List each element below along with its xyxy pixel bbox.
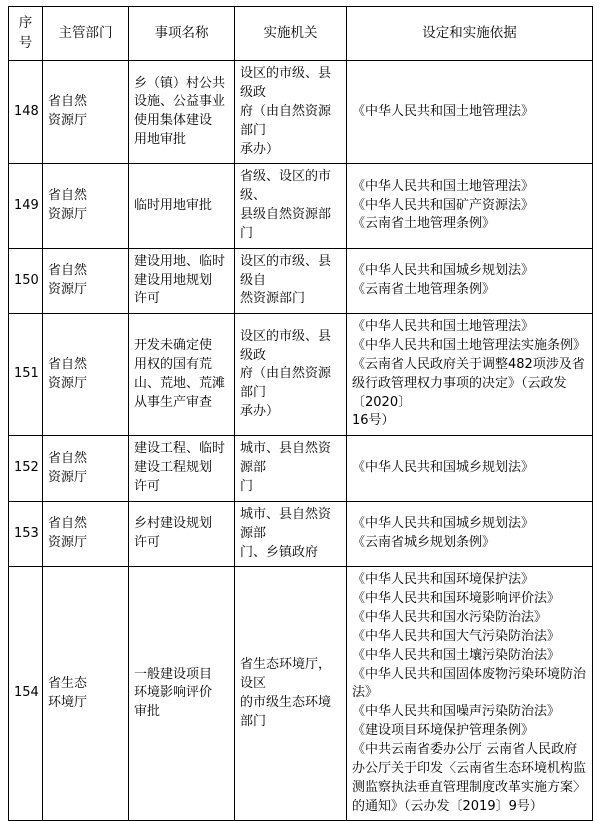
text-line: 县级自然资源部门 — [240, 207, 332, 241]
table-row — [9, 248, 593, 314]
cell-department — [43, 314, 129, 436]
regulatory-items-table — [8, 6, 593, 821]
text-line: 《中华人民共和国土地管理法》 — [352, 103, 535, 119]
text-line: 《中共云南省委办公厅 云南省人民政府 — [352, 741, 578, 757]
text-line: 16号） — [352, 413, 395, 429]
text-line: 省自然 — [48, 356, 88, 372]
text-line: 《中华人民共和国大气污染防治法》 — [352, 628, 561, 644]
cell-department — [43, 567, 129, 821]
cell-item-name — [129, 61, 235, 164]
cell-basis — [347, 314, 593, 436]
text-line: 使用集体建设 — [134, 113, 213, 129]
text-line: 设区的市级、县级政 — [240, 66, 332, 100]
table-row — [9, 501, 593, 567]
text-line: 资源厅 — [48, 113, 88, 129]
table-row — [9, 61, 593, 164]
cell-basis — [347, 567, 593, 821]
text-line: 《中华人民共和国城乡规划法》 — [352, 460, 535, 476]
text-line: 门、乡镇政府 — [240, 544, 319, 560]
cell-department — [43, 164, 129, 248]
text-line: 《中华人民共和国土壤污染防治法》 — [352, 647, 561, 663]
cell-department — [43, 436, 129, 502]
cell-seq: 149 — [9, 164, 43, 248]
cell-seq: 152 — [9, 436, 43, 502]
text-line: 《云南省土地管理条例》 — [352, 216, 496, 232]
text-line: 省自然 — [48, 188, 88, 204]
text-line: 开发未确定使 — [134, 338, 213, 354]
text-line: 设区的市级、县级自 — [240, 253, 332, 288]
text-line: 《中华人民共和国矿产资源法》 — [352, 197, 535, 213]
text-line: 建设用地规划 — [134, 272, 213, 288]
text-line: 建设用地、临时 — [134, 253, 226, 269]
text-line: 省生态环境厅，设区 — [240, 657, 332, 692]
cell-seq: 154 — [9, 567, 43, 821]
text-line: 一般建设项目 — [134, 666, 213, 682]
cell-basis — [347, 61, 593, 164]
text-line: 省自然 — [48, 450, 88, 466]
text-line: 《中华人民共和国噪声污染防治法》 — [352, 704, 561, 720]
table-row — [9, 436, 593, 502]
cell-seq: 150 — [9, 248, 43, 314]
text-line: 《建设项目环境保护管理条例》 — [352, 723, 535, 739]
text-line: 许可 — [134, 535, 161, 551]
table-row — [9, 164, 593, 248]
cell-department — [43, 501, 129, 567]
text-line: 许可 — [134, 479, 161, 494]
cell-basis — [347, 436, 593, 502]
cell-item-name — [129, 314, 235, 436]
text-line: 资源厅 — [48, 375, 88, 391]
text-line: 乡村建设规划 — [134, 516, 213, 532]
text-line: 环境影响评价 — [134, 685, 213, 701]
cell-implementing-organ — [235, 248, 347, 314]
text-line: 审批 — [134, 704, 161, 720]
table-header — [9, 7, 593, 61]
text-line: 《中华人民共和国固体废物污染环境防治法》 — [352, 666, 587, 701]
text-line: 《中华人民共和国环境保护法》 — [352, 572, 535, 588]
table-row — [9, 567, 593, 821]
cell-seq: 153 — [9, 501, 43, 567]
text-line: 省自然 — [48, 94, 88, 110]
header-seq-line1: 序号 — [18, 15, 33, 51]
cell-basis — [347, 501, 593, 567]
text-line: 《云南省城乡规划条例》 — [352, 535, 496, 551]
cell-seq: 148 — [9, 61, 43, 164]
cell-seq: 151 — [9, 314, 43, 436]
text-line: 乡（镇）村公共 — [134, 75, 226, 91]
text-line: 《云南省土地管理条例》 — [352, 281, 496, 297]
text-line: 许可 — [134, 291, 161, 307]
table-body — [9, 61, 593, 821]
text-line: 府（由自然资源部门 — [240, 103, 332, 138]
text-line: 承办） — [240, 141, 280, 157]
cell-implementing-organ — [235, 436, 347, 502]
text-line: 建设工程规划 — [134, 460, 213, 476]
cell-item-name — [129, 567, 235, 821]
text-line: 资源厅 — [48, 535, 88, 551]
text-line: 山、荒地、荒滩 — [134, 375, 226, 391]
cell-department — [43, 61, 129, 164]
text-line: 从事生产审查 — [134, 394, 213, 410]
text-line: 办公厅关于印发〈云南省生态环境机构监 — [352, 760, 587, 776]
text-line: 承办） — [240, 404, 280, 420]
text-line: 省级、设区的市级、 — [240, 169, 332, 204]
text-line: 省生态 — [48, 676, 88, 692]
text-line: 资源厅 — [48, 469, 88, 485]
text-line: 府（由自然资源部门 — [240, 366, 332, 401]
table-header-row — [9, 7, 593, 61]
text-line: 用地审批 — [134, 132, 187, 148]
column-header-department: 主管部门 — [43, 7, 129, 61]
cell-implementing-organ — [235, 567, 347, 821]
text-line: 《中华人民共和国土地管理法实施条例》 — [352, 338, 587, 354]
text-line: 级行政管理权力事项的决定》（云政发〔2020〕 — [352, 375, 567, 410]
cell-implementing-organ — [235, 501, 347, 567]
text-line: 《中华人民共和国水污染防治法》 — [352, 610, 548, 626]
cell-item-name — [129, 248, 235, 314]
text-line: 设区的市级、县级政 — [240, 328, 332, 363]
column-header-implementing-organ: 实施机关 — [235, 7, 347, 61]
column-header-basis: 设定和实施依据 — [347, 7, 593, 61]
cell-department — [43, 248, 129, 314]
text-line: 测监察执法垂直管理制度改革实施方案〉 — [352, 779, 587, 795]
text-line: 门 — [240, 479, 254, 494]
text-line: 《中华人民共和国城乡规划法》 — [352, 516, 535, 532]
text-line: 城市、县自然资源部 — [240, 441, 332, 476]
cell-implementing-organ — [235, 164, 347, 248]
cell-item-name — [129, 501, 235, 567]
cell-item-name — [129, 164, 235, 248]
cell-basis — [347, 248, 593, 314]
text-line: 环境厅 — [48, 694, 88, 710]
text-line: 《中华人民共和国环境影响评价法》 — [352, 591, 561, 607]
text-line: 《中华人民共和国土地管理法》 — [352, 319, 535, 335]
text-line: 城市、县自然资源部 — [240, 506, 332, 541]
text-line: 资源厅 — [48, 281, 88, 297]
cell-implementing-organ — [235, 314, 347, 436]
text-line: 资源厅 — [48, 207, 88, 223]
table-row — [9, 314, 593, 436]
text-line: 省自然 — [48, 516, 88, 532]
text-line: 《云南省人民政府关于调整482项涉及省 — [352, 356, 585, 372]
text-line: 设施、公益事业 — [134, 94, 226, 110]
text-line: 《中华人民共和国城乡规划法》 — [352, 263, 535, 279]
cell-basis — [347, 164, 593, 248]
text-line: 的通知》（云办发〔2019〕9号） — [352, 798, 543, 814]
column-header-item-name: 事项名称 — [129, 7, 235, 61]
cell-item-name — [129, 436, 235, 502]
text-line: 用权的国有荒 — [134, 356, 213, 372]
text-line: 建设工程、临时 — [134, 441, 226, 457]
text-line: 然资源部门 — [240, 291, 306, 307]
text-line: 《中华人民共和国土地管理法》 — [352, 178, 535, 194]
column-header-seq — [9, 7, 43, 61]
cell-implementing-organ — [235, 61, 347, 164]
text-line: 省自然 — [48, 263, 88, 279]
text-line: 临时用地审批 — [134, 197, 213, 213]
text-line: 的市级生态环境部门 — [240, 694, 332, 729]
